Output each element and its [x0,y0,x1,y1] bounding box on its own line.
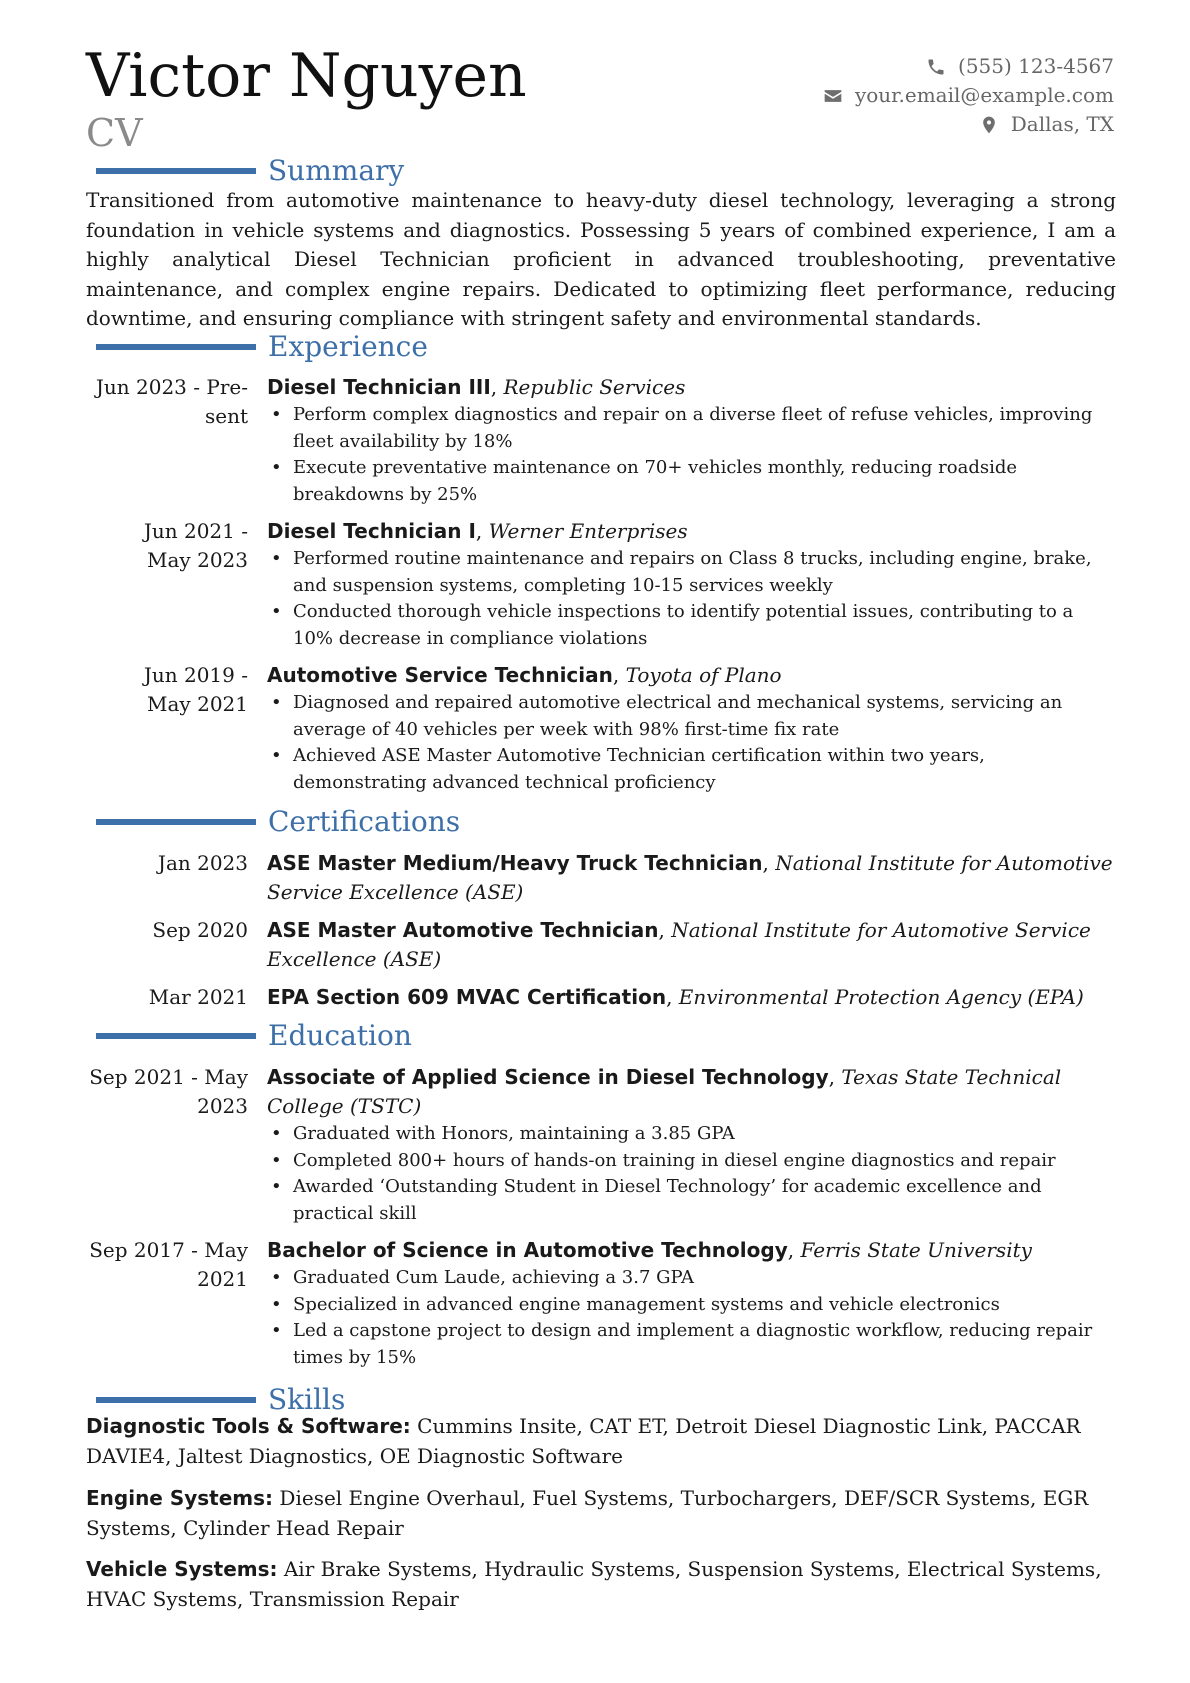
bullet-item: • Performed routine maintenance and repairs on Class 8 trucks, including engine, brake, and suspension systems, completing 10-15 services weekly [267,546,1117,599]
contact-block [823,52,1114,139]
entry-date-line: Jun 2023 - Pre- [95,375,248,399]
section-rule [96,1033,256,1039]
certifying-body: Environmental Protection Agency (EPA) [678,985,1084,1009]
summary-paragraph: Transitioned from automotive maintenance to heavy-duty diesel technology, leveraging a strong foundation in vehicle systems and diagnostics. Possessing 5 years of combined experience, I am a highly analytical Diesel Technician proficient in advanced troubleshooting, preventative maintenance, and complex engine repairs. Dedicated to optimizing fleet performance, reducing downtime, and ensuring compliance with stringent safety and environmental standards. [86,188,1116,331]
entry-heading: Diesel Technician I, Werner Enterprises [267,519,688,543]
section-heading-certifications [96,805,460,839]
bullet-item: • Awarded ‘Outstanding Student in Diesel Technology’ for academic excellence and practical skill [267,1174,1117,1227]
entry-date-line: Sep 2021 - May [89,1065,248,1089]
entry-date [86,517,248,575]
degree-title: Bachelor of Science in Automotive Technology [267,1238,788,1262]
contact-location [823,110,1114,139]
certification-title: ASE Master Automotive Technician [267,918,659,942]
school-name: Texas State Technical College (TSTC) [267,1065,1062,1118]
bullet-item: • Diagnosed and repaired automotive electrical and mechanical systems, servicing an average of 40 vehicles per week with 98% first-time fix rate [267,690,1117,743]
entry-bullets [267,1121,1117,1227]
certification-title: EPA Section 609 MVAC Certification [267,985,667,1009]
contact-phone [823,52,1114,81]
phone-icon [926,57,946,77]
employer: Toyota of Plano [625,663,782,687]
bullet-item: • Achieved ASE Master Automotive Technician certification within two years, demonstrating advanced technical proficiency [267,743,1117,796]
entry-bullets [267,1265,1117,1371]
job-title: Diesel Technician I [267,519,476,543]
skill-category: Vehicle Systems: [86,1557,278,1581]
entry-date: Jan 2023 [157,851,248,875]
section-rule [96,168,256,174]
section-heading-education [96,1019,412,1053]
phone-text: (555) 123-4567 [958,54,1114,78]
section-title: Experience [268,330,428,363]
entry-date [86,661,248,719]
map-marker-icon [979,115,999,135]
entry-date: Sep 2020 [152,918,248,942]
entry-date-line: Sep 2017 - May [89,1238,248,1262]
entry-bullets [267,690,1117,796]
entry-date-line: Jun 2019 - [143,663,248,687]
entry-date: Mar 2021 [148,985,248,1009]
entry-date-line: 2021 [197,1267,248,1291]
bullet-item: • Specialized in advanced engine management systems and vehicle electronics [267,1292,1117,1319]
skill-items: Cummins Insite, CAT ET, Detroit Diesel Diagnostic Link, PACCAR DAVIE4, Jaltest Diagnostics, OE Diagnostic Software [86,1414,1081,1468]
section-heading-summary [96,154,404,188]
section-rule [96,344,256,350]
skills-group [86,1555,1116,1614]
location-text: Dallas, TX [1010,112,1114,136]
entry-body: EPA Section 609 MVAC Certification, Environmental Protection Agency (EPA) [267,985,1084,1009]
entry-body [267,1236,1117,1371]
bullet-item: • Completed 800+ hours of hands-on training in diesel engine diagnostics and repair [267,1148,1117,1175]
section-title: Education [268,1019,412,1052]
skill-category: Diagnostic Tools & Software: [86,1414,411,1438]
entry-body [267,661,1117,796]
entry-body: ASE Master Automotive Technician, National Institute for Automotive Service Excellence (ASE) [267,918,1091,971]
section-rule [96,1397,256,1403]
entry-date-line: sent [204,404,248,428]
skills-group [86,1412,1116,1471]
bullet-item: • Graduated with Honors, maintaining a 3.85 GPA [267,1121,1117,1148]
certifying-body: National Institute for Automotive Service Excellence (ASE) [267,918,1091,971]
degree-title: Associate of Applied Science in Diesel Technology [267,1065,829,1089]
email-link[interactable]: your.email@example.com [854,83,1114,107]
entry-heading: Associate of Applied Science in Diesel Technology, Texas State Technical College (TSTC) [267,1065,1062,1118]
candidate-name: Victor Nguyen [86,41,527,111]
section-rule [96,819,256,825]
contact-email [823,81,1114,110]
employer: Republic Services [503,375,686,399]
skill-items: Air Brake Systems, Hydraulic Systems, Suspension Systems, Electrical Systems, HVAC Systems, Transmission Repair [86,1557,1102,1611]
entry-heading: Automotive Service Technician, Toyota of Plano [267,663,782,687]
entry-date-line: May 2023 [147,548,248,572]
entry-date [86,373,248,431]
bullet-item: • Perform complex diagnostics and repair on a diverse fleet of refuse vehicles, improving fleet availability by 18% [267,402,1117,455]
bullet-item: • Conducted thorough vehicle inspections to identify potential issues, contributing to a 10% decrease in compliance violations [267,599,1117,652]
entry-heading: Diesel Technician III, Republic Services [267,375,686,399]
bullet-item: • Led a capstone project to design and implement a diagnostic workflow, reducing repair times by 15% [267,1318,1117,1371]
school-name: Ferris State University [800,1238,1032,1262]
entry-heading: Bachelor of Science in Automotive Technology, Ferris State University [267,1238,1032,1262]
skill-category: Engine Systems: [86,1486,274,1510]
entry-date-line: Jun 2021 - [143,519,248,543]
section-title: Certifications [268,805,461,838]
document-subtitle: CV [86,111,143,155]
entry-date [86,1063,248,1121]
section-title: Summary [268,154,405,187]
job-title: Automotive Service Technician [267,663,613,687]
entry-body: ASE Master Medium/Heavy Truck Technician, National Institute for Automotive Service Excellence (ASE) [267,851,1113,904]
entry-body [267,373,1117,508]
entry-date [86,1236,248,1294]
entry-bullets [267,546,1117,652]
entry-date-line: 2023 [197,1094,248,1118]
section-title: Skills [268,1383,346,1416]
entry-bullets [267,402,1117,508]
certification-title: ASE Master Medium/Heavy Truck Technician [267,851,763,875]
bullet-item: • Execute preventative maintenance on 70+ vehicles monthly, reducing roadside breakdowns by 25% [267,455,1117,508]
skill-items: Diesel Engine Overhaul, Fuel Systems, Turbochargers, DEF/SCR Systems, EGR Systems, Cylinder Head Repair [86,1486,1089,1540]
entry-date-line: May 2021 [147,692,248,716]
skills-group [86,1484,1116,1543]
entry-body [267,1063,1117,1227]
job-title: Diesel Technician III [267,375,491,399]
section-heading-experience [96,330,428,364]
employer: Werner Enterprises [488,519,688,543]
bullet-item: • Graduated Cum Laude, achieving a 3.7 GPA [267,1265,1117,1292]
envelope-icon [823,86,843,106]
certifying-body: National Institute for Automotive Service Excellence (ASE) [267,851,1113,904]
entry-body [267,517,1117,652]
